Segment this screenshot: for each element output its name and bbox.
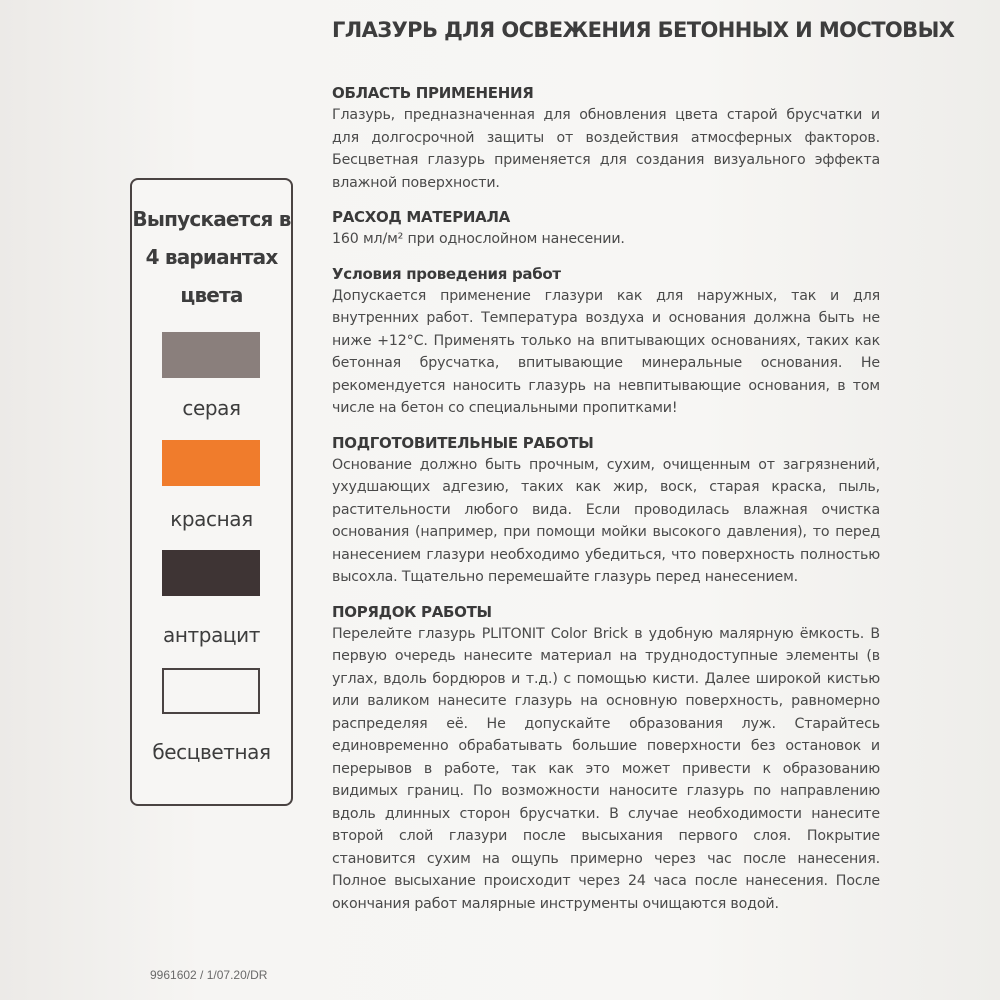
swatch-grey (162, 332, 260, 378)
swatch-colorless (162, 668, 260, 714)
section-application (332, 82, 880, 194)
section-preparation (332, 432, 880, 589)
swatch-label: красная (170, 507, 253, 531)
swatch-label: серая (182, 396, 241, 420)
swatch-red (162, 440, 260, 486)
batch-code: 9961602 / 1/07.20/DR (150, 968, 268, 982)
color-variants-title: Выпускается в 4 вариантах цвета (132, 207, 291, 307)
section-conditions (332, 263, 880, 420)
section-heading: ПОДГОТОВИТЕЛЬНЫЕ РАБОТЫ (332, 433, 594, 452)
swatch-label: антрацит (163, 623, 260, 647)
section-body: Основание должно быть прочным, сухим, очищенным от загрязнений, ухудшающих адгезию, таких как жир, воск, старая краска, пыль, растительности любого вида. Если проводилась влажная очистка основания (например, при помощи мойки высокого давления), то перед нанесением глазури необходимо убедиться, что поверхность полностью высохла. Тщательно перемешайте глазурь перед нанесением. (332, 456, 880, 585)
page-title: ГЛАЗУРЬ ДЛЯ ОСВЕЖЕНИЯ БЕТОННЫХ И МОСТОВЫХ (332, 18, 955, 42)
color-variants-panel (130, 178, 293, 806)
section-body: Глазурь, предназначенная для обновления цвета старой брусчатки и для долгосрочной защиты от воздействия атмосферных факторов. Бесцветная глазурь применяется для создания визуального эффекта влажной поверхности. (332, 107, 880, 191)
section-heading: Условия проведения работ (332, 264, 561, 283)
section-body: Перелейте глазурь PLITONIT Color Brick в удобную малярную ёмкость. В первую очередь нанесите материал на труднодоступные элементы (в углах, вдоль бордюров и т.д.) с помощью кисти. Далее широкой кистью или валиком нанесите глазурь на основную поверхность, равномерно распределяя её. Не допускайте образования луж. Старайтесь единовременно обрабатывать большие поверхности без остановок и перерывов в работе, так как это может привести к образованию видимых границ. По возможности наносите глазурь по направлению вдоль длинных сторон брусчатки. В случае необходимости нанесите второй слой глазури после высыхания первого слоя. Покрытие становится сухим на ощупь примерно через час после нанесения. Полное высыхание происходит через 24 часа после нанесения. После окончания работ малярные инструменты очищаются водой. (332, 625, 880, 912)
section-heading: РАСХОД МАТЕРИАЛА (332, 208, 510, 226)
section-heading: ОБЛАСТЬ ПРИМЕНЕНИЯ (332, 84, 534, 102)
section-procedure (332, 601, 880, 916)
swatch-label: бесцветная (152, 740, 271, 764)
swatch-anthracite (162, 550, 260, 596)
instructions-column (332, 82, 880, 927)
section-consumption (332, 206, 880, 251)
section-body: Допускается применение глазури как для наружных, так и для внутренних работ. Температура воздуха и основания должна быть не ниже +12°С. Применять только на впитывающих основаниях, таких как бетонная брусчатка, впитывающие минеральные основания. Не рекомендуется наносить глазурь на невпитывающие основания, в том числе на бетон со специальными пропитками! (332, 287, 880, 416)
section-body: 160 мл/м² при однослойном нанесении. (332, 231, 625, 247)
section-heading: ПОРЯДОК РАБОТЫ (332, 602, 492, 621)
